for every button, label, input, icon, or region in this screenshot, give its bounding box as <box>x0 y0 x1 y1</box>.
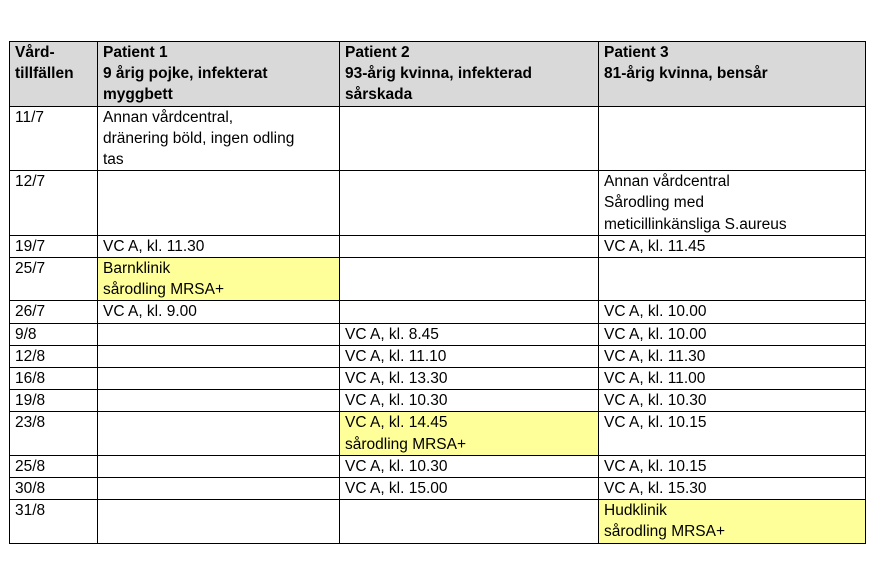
table-row <box>10 345 866 367</box>
cell-patient-1 <box>98 323 340 345</box>
cell-line: VC A, kl. 11.00 <box>604 370 706 388</box>
header-line: tillfällen <box>15 65 74 83</box>
header-line: Patient 3 <box>604 44 669 61</box>
cell-line: Barnklinik <box>103 260 171 278</box>
table-row <box>10 235 866 257</box>
cell-line: tas <box>103 151 124 169</box>
table-header <box>10 42 866 107</box>
cell-patient-1 <box>98 368 340 390</box>
cell-date: 23/8 <box>10 412 98 455</box>
cell-patient-3 <box>599 368 866 390</box>
cell-patient-3 <box>599 235 866 257</box>
header-line: Patient 2 <box>345 44 410 61</box>
cell-patient-1 <box>98 478 340 500</box>
cell-line: Annan vårdcentral <box>604 173 730 191</box>
header-patient-1 <box>98 42 340 107</box>
cell-patient-1 <box>98 390 340 412</box>
cell-patient-2 <box>340 258 599 301</box>
cell-patient-3 <box>599 478 866 500</box>
table-row <box>10 412 866 455</box>
cell-date: 9/8 <box>10 323 98 345</box>
cell-date: 31/8 <box>10 500 98 543</box>
cell-patient-3 <box>599 258 866 301</box>
cell-line: Sårodling med <box>604 194 704 212</box>
header-line: 81-årig kvinna, bensår <box>604 65 768 83</box>
header-line: myggbett <box>103 86 173 104</box>
cell-patient-3 <box>599 500 866 543</box>
cell-line: VC A, kl. 11.10 <box>345 347 447 365</box>
cell-patient-3 <box>599 106 866 171</box>
cell-patient-3 <box>599 455 866 477</box>
cell-date: 12/7 <box>10 171 98 236</box>
cell-line: meticillinkänsliga S.aureus <box>604 215 787 233</box>
cell-line: sårodling MRSA+ <box>345 435 467 453</box>
cell-patient-1 <box>98 301 340 323</box>
cell-patient-2 <box>340 301 599 323</box>
cell-line: sårodling MRSA+ <box>103 281 225 299</box>
header-patient-3 <box>599 42 866 107</box>
cell-date: 19/7 <box>10 235 98 257</box>
cell-date: 30/8 <box>10 478 98 500</box>
cell-patient-1 <box>98 171 340 236</box>
cell-line: VC A, kl. 9.00 <box>103 303 197 321</box>
cell-line: sårodling MRSA+ <box>604 523 726 541</box>
cell-date: 11/7 <box>10 106 98 171</box>
table-row <box>10 500 866 543</box>
header-line: 9 årig pojke, infekterat <box>103 65 268 83</box>
visit-table <box>9 41 866 544</box>
cell-line: VC A, kl. 13.30 <box>345 370 448 388</box>
cell-line: VC A, kl. 10.00 <box>604 303 707 321</box>
header-line: 93-årig kvinna, infekterad <box>345 65 532 83</box>
cell-date: 26/7 <box>10 301 98 323</box>
cell-patient-2 <box>340 455 599 477</box>
cell-date: 25/7 <box>10 258 98 301</box>
cell-line: Hudklinik <box>604 502 667 520</box>
cell-patient-3 <box>599 323 866 345</box>
header-line: Patient 1 <box>103 44 168 61</box>
table-row <box>10 368 866 390</box>
table-body <box>10 106 866 543</box>
cell-line: VC A, kl. 15.00 <box>345 480 448 498</box>
cell-date: 19/8 <box>10 390 98 412</box>
header-line: Vård- <box>15 44 55 61</box>
table-row <box>10 171 866 236</box>
cell-line: Annan vårdcentral, <box>103 108 234 126</box>
cell-patient-1 <box>98 500 340 543</box>
cell-patient-1 <box>98 106 340 171</box>
cell-date: 12/8 <box>10 345 98 367</box>
cell-patient-1 <box>98 258 340 301</box>
cell-patient-3 <box>599 390 866 412</box>
header-patient-2 <box>340 42 599 107</box>
header-row <box>10 42 866 107</box>
cell-patient-1 <box>98 345 340 367</box>
cell-line: VC A, kl. 10.15 <box>604 457 707 475</box>
cell-patient-2 <box>340 323 599 345</box>
cell-line: VC A, kl. 10.30 <box>345 457 448 475</box>
cell-line: VC A, kl. 11.30 <box>103 237 205 255</box>
cell-date: 25/8 <box>10 455 98 477</box>
cell-line: VC A, kl. 10.30 <box>345 392 448 410</box>
cell-patient-2 <box>340 171 599 236</box>
table-row <box>10 478 866 500</box>
cell-patient-2 <box>340 412 599 455</box>
cell-line: VC A, kl. 15.30 <box>604 480 707 498</box>
cell-line: VC A, kl. 14.45 <box>345 414 448 432</box>
cell-patient-2 <box>340 235 599 257</box>
cell-patient-2 <box>340 106 599 171</box>
cell-patient-1 <box>98 455 340 477</box>
cell-line: VC A, kl. 10.30 <box>604 392 707 410</box>
header-visits <box>10 42 98 107</box>
cell-patient-3 <box>599 345 866 367</box>
table-row <box>10 390 866 412</box>
cell-patient-1 <box>98 235 340 257</box>
cell-line: VC A, kl. 10.15 <box>604 414 707 432</box>
cell-date: 16/8 <box>10 368 98 390</box>
cell-line: VC A, kl. 8.45 <box>345 325 439 343</box>
visit-table-wrapper <box>9 41 866 544</box>
table-row <box>10 258 866 301</box>
cell-patient-2 <box>340 478 599 500</box>
cell-patient-2 <box>340 345 599 367</box>
cell-line: VC A, kl. 11.30 <box>604 347 706 365</box>
cell-patient-2 <box>340 390 599 412</box>
cell-patient-3 <box>599 171 866 236</box>
cell-patient-3 <box>599 412 866 455</box>
cell-line: VC A, kl. 11.45 <box>604 237 706 255</box>
table-row <box>10 323 866 345</box>
table-row <box>10 301 866 323</box>
table-row <box>10 106 866 171</box>
table-row <box>10 455 866 477</box>
cell-line: VC A, kl. 10.00 <box>604 325 707 343</box>
cell-line: dränering böld, ingen odling <box>103 129 295 147</box>
header-line: sårskada <box>345 86 413 104</box>
cell-patient-2 <box>340 368 599 390</box>
cell-patient-1 <box>98 412 340 455</box>
cell-patient-3 <box>599 301 866 323</box>
cell-patient-2 <box>340 500 599 543</box>
